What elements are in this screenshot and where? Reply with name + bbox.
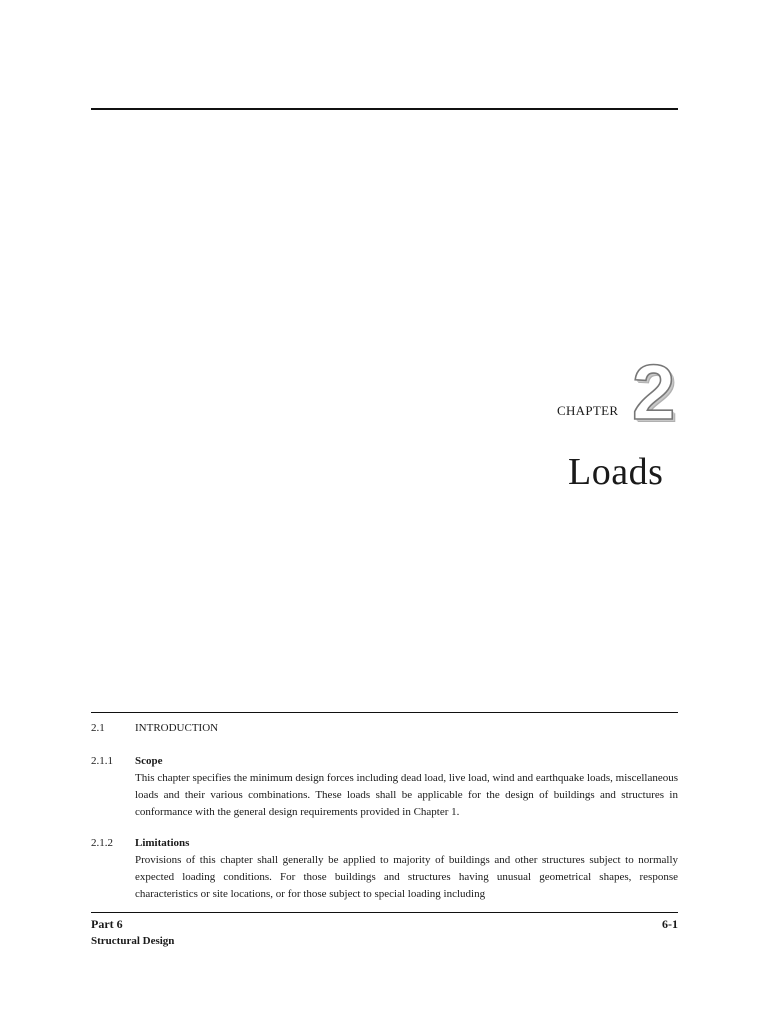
chapter-number: 2 bbox=[632, 348, 676, 436]
page-number: 6-1 bbox=[662, 917, 678, 931]
chapter-title: Loads bbox=[568, 451, 664, 493]
section-divider bbox=[91, 712, 678, 713]
footer-part: Part 6 bbox=[91, 917, 123, 931]
section-heading: Scope bbox=[135, 755, 163, 767]
header-rule bbox=[91, 108, 678, 110]
section-heading: INTRODUCTION bbox=[135, 722, 219, 734]
section-number: 2.1.2 bbox=[91, 837, 113, 849]
section-body: Provisions of this chapter shall generally be applied to majority of buildings and other structures subject to normally expected loading conditions. For those buildings and structures having unusual geometrical shapes, response characteristics or site locations, or for those subject to special loading including bbox=[135, 854, 678, 900]
section-number: 2.1 bbox=[91, 722, 105, 734]
chapter-label: CHAPTER bbox=[557, 403, 619, 418]
footer-rule bbox=[91, 912, 678, 913]
footer-subtitle: Structural Design bbox=[91, 935, 175, 947]
section-heading: Limitations bbox=[135, 837, 190, 849]
section-body: This chapter specifies the minimum design forces including dead load, live load, wind and earthquake loads, miscellaneous loads and their various combinations. These loads shall be applicable for the design of buildings and structures in conformance with the general design requirements provided in Chapter 1. bbox=[135, 772, 678, 818]
section-number: 2.1.1 bbox=[91, 755, 113, 767]
